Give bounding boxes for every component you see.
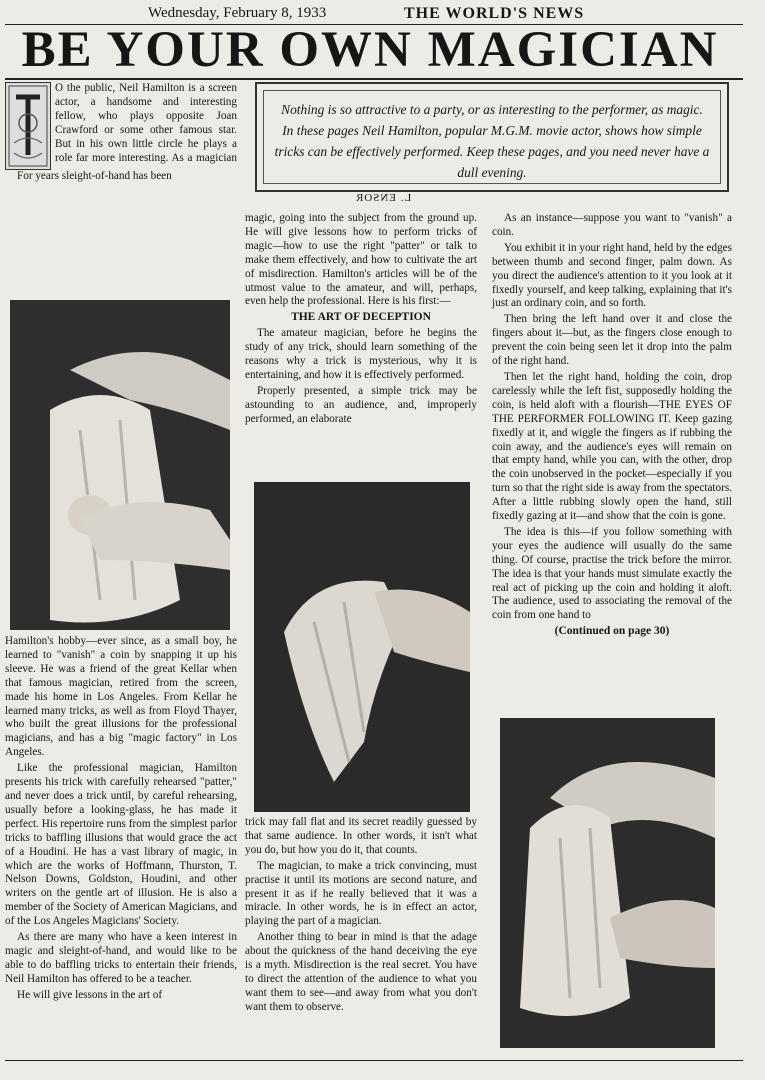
- col2-bottom-text: [245, 816, 477, 1017]
- intro-box-text: Nothing is so attractive to a party, or as interesting to the performer, as magic. In these pages Neil Hamilton, popular M.G.M. movie actor, shows how simple tricks can be effectively performed. Keep these pages, and you need never have a dull evening.: [263, 90, 721, 184]
- paragraph: trick may fall flat and its secret readily guessed by that same audience. In other words, it isn't what you do, but how you do it, that counts.: [245, 816, 477, 856]
- paragraph: Then bring the left hand over it and close the fingers about it—but, as the fingers close enough to prevent the coin being seen let it drop into the palm of the right hand.: [492, 313, 732, 368]
- bottom-rule: [5, 1060, 743, 1061]
- paragraph: Then let the right hand, holding the coin, drop carelessly while the left fist, supposedly holding the coin, is held aloft with a flourish—THE EYES OF THE PERFORMER FOLLOWING IT. Keep gazing fixedly at it, and wiggle the fingers as if rubbing the coin away, and the audience's eyes will remain on that empty hand, while you can, with the other, drop the coin unobserved in the pocket—especially if you turn so that the right side is away from the spectators. After a little rubbing slowly open the hand, still fixedly gazing at it—and show that the coin is gone.: [492, 370, 732, 523]
- paragraph: O the public, Neil Hamilton is a screen actor, a handsome and interesting fellow, who plays opposite Joan Crawford or some other famous star. But in his own little circle he plays a role far more interesting. As a magician: [55, 82, 237, 164]
- headline-rule: [5, 78, 743, 80]
- col2-top-text: [245, 212, 477, 429]
- paragraph: Properly presented, a simple trick may be astounding to an audience, and, improperly performed, an elaborate: [245, 384, 477, 425]
- col1-bottom-text: [5, 635, 237, 1005]
- paragraph: He will give lessons in the art of: [17, 988, 163, 1001]
- magician-hand-photo-icon: [10, 300, 230, 630]
- photo-handkerchief-left: [10, 300, 230, 630]
- hands-photo-icon: [500, 718, 715, 1048]
- paragraph: Hamilton's hobby—ever since, as a small boy, he learned to "vanish" a coin by snapping it up his sleeve. He was a friend of the great Kellar when that famous magician, retired from the screen, made his home in Los Angeles. From Kellar he learned many tricks, as well as from Floyd Thayer, who built the great illusions for the professional magicians, and has a big "magic factory" in Los Angeles.: [5, 635, 237, 759]
- paragraph: For years sleight-of-hand has been: [17, 170, 172, 182]
- paragraph: Like the professional magician, Hamilton presents his trick with carefully rehearsed "patter," and never does a trick until, by careful rehearsing, usually before a looking-glass, he has made it perfect. His repertoire runs from the simplest parlor tricks to baffling illusions that would grace the act of a Houdini. He has a vast library of magic, in which are the works of Hoffmann, Thurston, T. Nelson Downs, Goldston, Houdini, and other writers on the gentle art of illusion. He is also a member of the Society of American Magicians, and of the Los Angeles Magicians' Society.: [5, 762, 237, 928]
- headline: BE YOUR OWN MAGICIAN: [21, 22, 719, 78]
- col1-top-text: [5, 170, 237, 186]
- paragraph: You exhibit it in your right hand, held by the edges between thumb and second finger, palm down. As you direct the audience's attention to it you look at it fixedly yourself, and keep talking, explaining that it's just an ordinary coin, and so forth.: [492, 241, 732, 310]
- intro-box: [255, 82, 729, 192]
- handkerchief-photo-icon: [254, 482, 470, 812]
- photo-handkerchief-center: [254, 482, 470, 812]
- continued-note: (Continued on page 30): [554, 625, 670, 638]
- section-heading: THE ART OF DECEPTION: [291, 311, 431, 324]
- paragraph: Another thing to bear in mind is that the adage about the quickness of the hand deceiving the eye is a myth. Misdirection is the real secret. You have to direct the attention of the audience to what you want them to see—and away from what you don't want them to observe.: [245, 931, 477, 1013]
- photo-credit: L. ENSOR: [355, 192, 412, 204]
- issue-date: Wednesday, February 8, 1933: [148, 5, 327, 21]
- paragraph: magic, going into the subject from the ground up. He will give lessons how to perform tricks of magic—how to use the right "patter" or talk to make them effectively, and how to cultivate the art of misdirection. Hamilton's articles will be of the utmost value to the amateur, and will, perhaps, even help the professional. Here is his first:—: [245, 212, 477, 308]
- paragraph: As there are many who have a keen interest in magic and sleight-of-hand, and would like to be able to do baffling tricks to entertain their friends, Neil Hamilton has offered to be a teacher.: [5, 931, 237, 985]
- publication-name: THE WORLD'S NEWS: [404, 5, 585, 22]
- paragraph: The idea is this—if you follow something with your eyes the audience will usually do the same thing. Of course, practise the trick before the mirror. The idea is that your hands must simulate exactly the real act of picking up the coin and holding it aloft. The audience, used to associating the removal of the coin from one hand to: [492, 525, 732, 622]
- col3-text: [492, 212, 732, 641]
- paragraph: The amateur magician, before he begins the study of any trick, should learn something of the reasons why a trick is mysterious, why it is entertaining, and how it is effectively performed.: [245, 327, 477, 381]
- photo-hands-right: [500, 718, 715, 1048]
- col1-intro: [5, 82, 237, 168]
- paragraph: As an instance—suppose you want to "vanish" a coin.: [492, 212, 732, 238]
- paragraph: The magician, to make a trick convincing, must practise it until its motions are second nature, and present it as if he really believed that it was a miracle. In other words, he is in effect an actor, playing the part of a magician.: [245, 859, 477, 928]
